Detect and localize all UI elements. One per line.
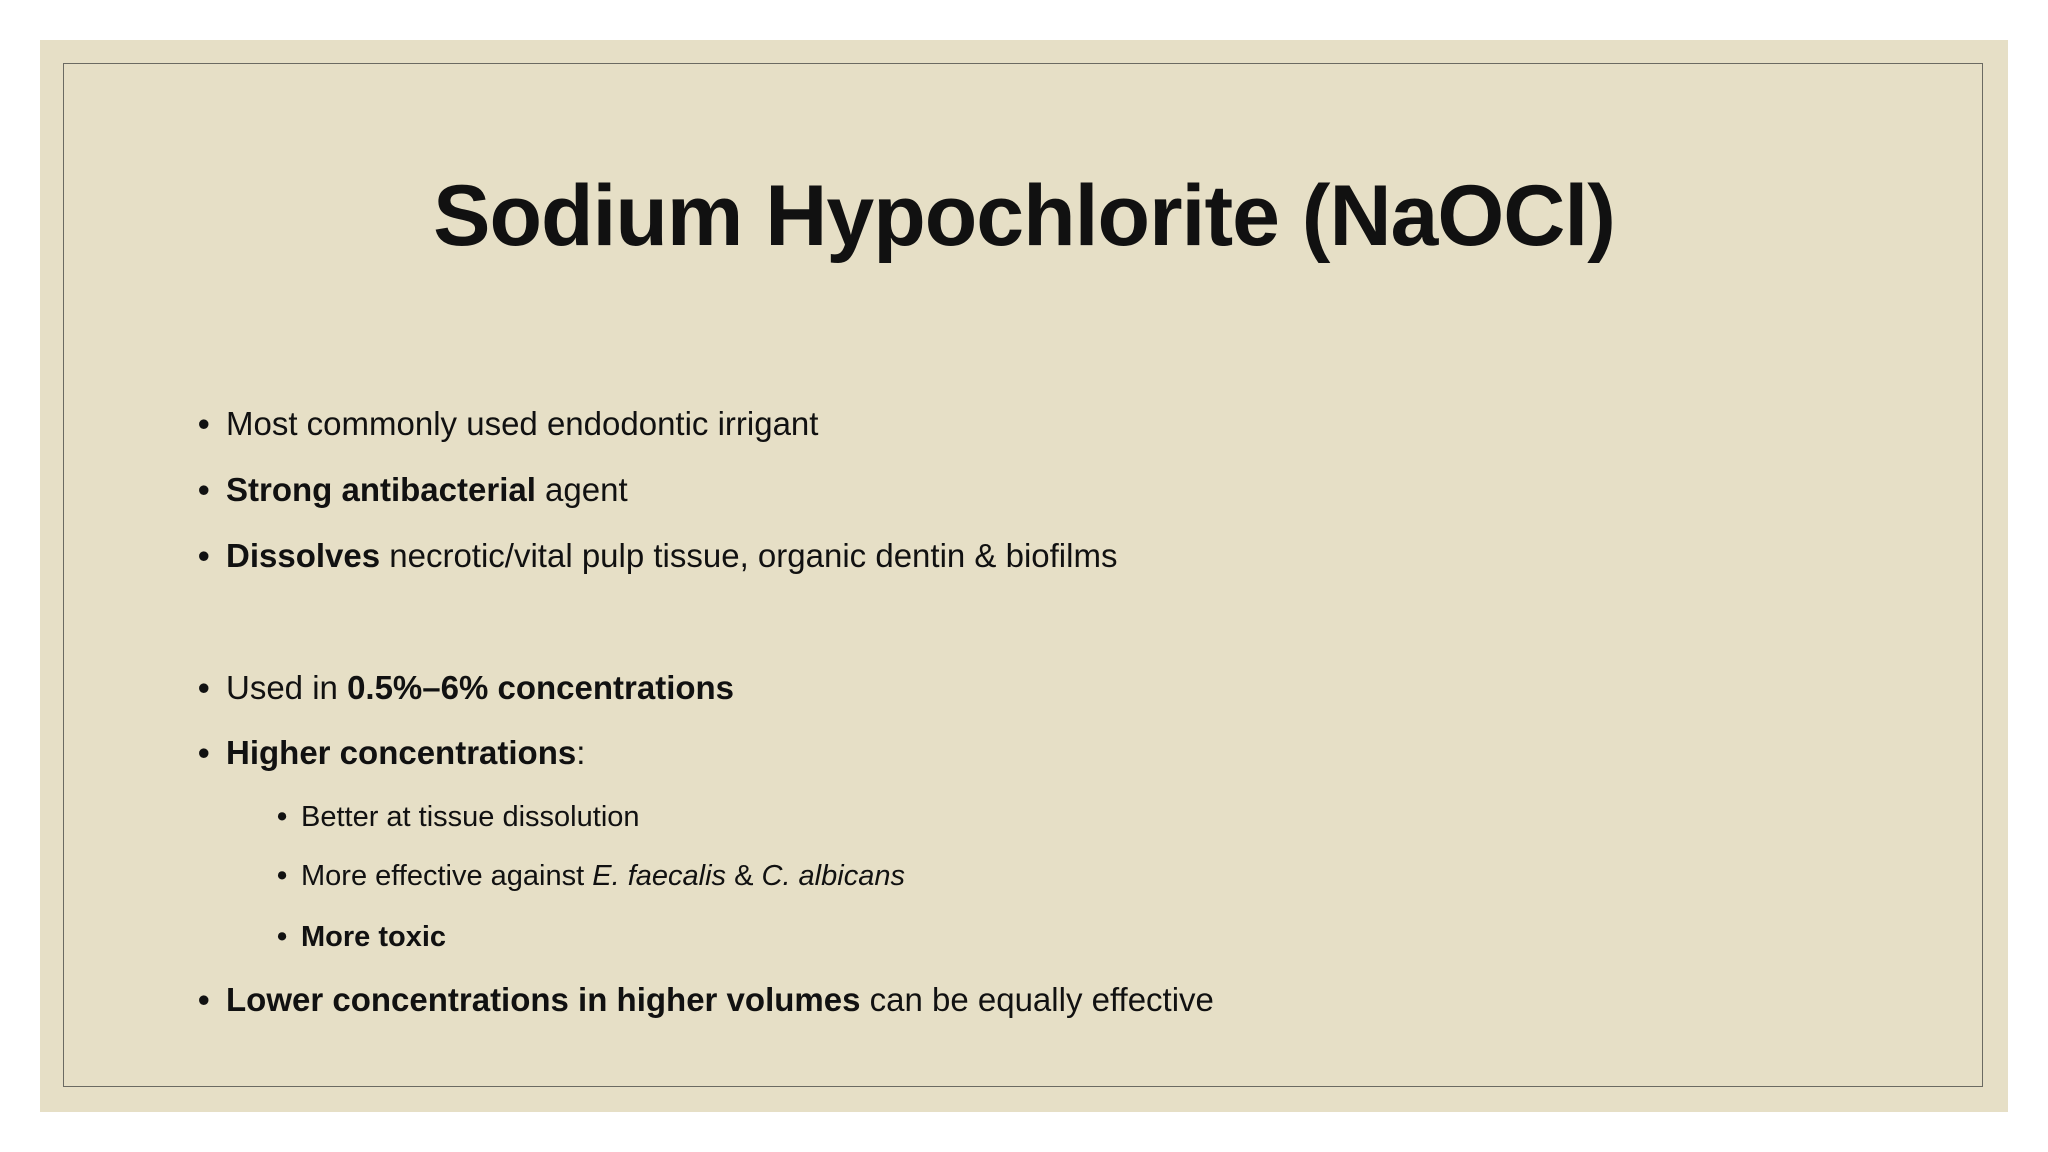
sub-bullet-item xyxy=(277,919,446,955)
slide xyxy=(40,40,2008,1112)
bullet-text-bold: More toxic xyxy=(301,921,447,953)
sub-bullet-item xyxy=(277,799,640,835)
sub-bullet-item xyxy=(277,858,905,894)
bullet-dot: • xyxy=(198,405,210,442)
bullet-item xyxy=(198,668,734,708)
bullet-text: Used in xyxy=(226,669,348,706)
bullet-dot: • xyxy=(198,537,210,574)
bullet-dot: • xyxy=(198,981,210,1018)
bullet-text: More effective against xyxy=(301,860,593,892)
bullet-text: Most commonly used endodontic irrigant xyxy=(226,405,819,442)
bullet-dot: • xyxy=(198,471,210,508)
slide-title: Sodium Hypochlorite (NaOCl) xyxy=(433,168,1615,264)
bullet-text: can be equally effective xyxy=(860,981,1214,1018)
bullet-dot: • xyxy=(277,801,288,833)
bullet-text-italic: C. albicans xyxy=(761,860,905,892)
bullet-text: agent xyxy=(535,471,628,508)
bullet-item xyxy=(198,733,585,773)
bullet-dot: • xyxy=(198,734,210,771)
bullet-item xyxy=(198,404,818,444)
bullet-text-bold: 0.5%–6% concentrations xyxy=(347,669,735,706)
bullet-text-bold: Lower concentrations in higher volumes xyxy=(226,981,861,1018)
bullet-item xyxy=(198,470,628,510)
bullet-item xyxy=(198,980,1214,1020)
bullet-dot: • xyxy=(198,669,210,706)
bullet-dot: • xyxy=(277,860,288,892)
bullet-text-bold: Dissolves xyxy=(226,537,381,574)
bullet-text: necrotic/vital pulp tissue, organic dentin & biofilms xyxy=(380,537,1118,574)
bullet-text-bold: Higher concentrations xyxy=(226,734,577,771)
bullet-text-italic: E. faecalis xyxy=(592,860,727,892)
bullet-item xyxy=(198,536,1117,576)
bullet-text: Better at tissue dissolution xyxy=(301,801,640,833)
bullet-text: & xyxy=(726,860,762,892)
bullet-text: : xyxy=(576,734,586,771)
bullet-text-bold: Strong antibacterial xyxy=(226,471,536,508)
bullet-dot: • xyxy=(277,921,288,953)
